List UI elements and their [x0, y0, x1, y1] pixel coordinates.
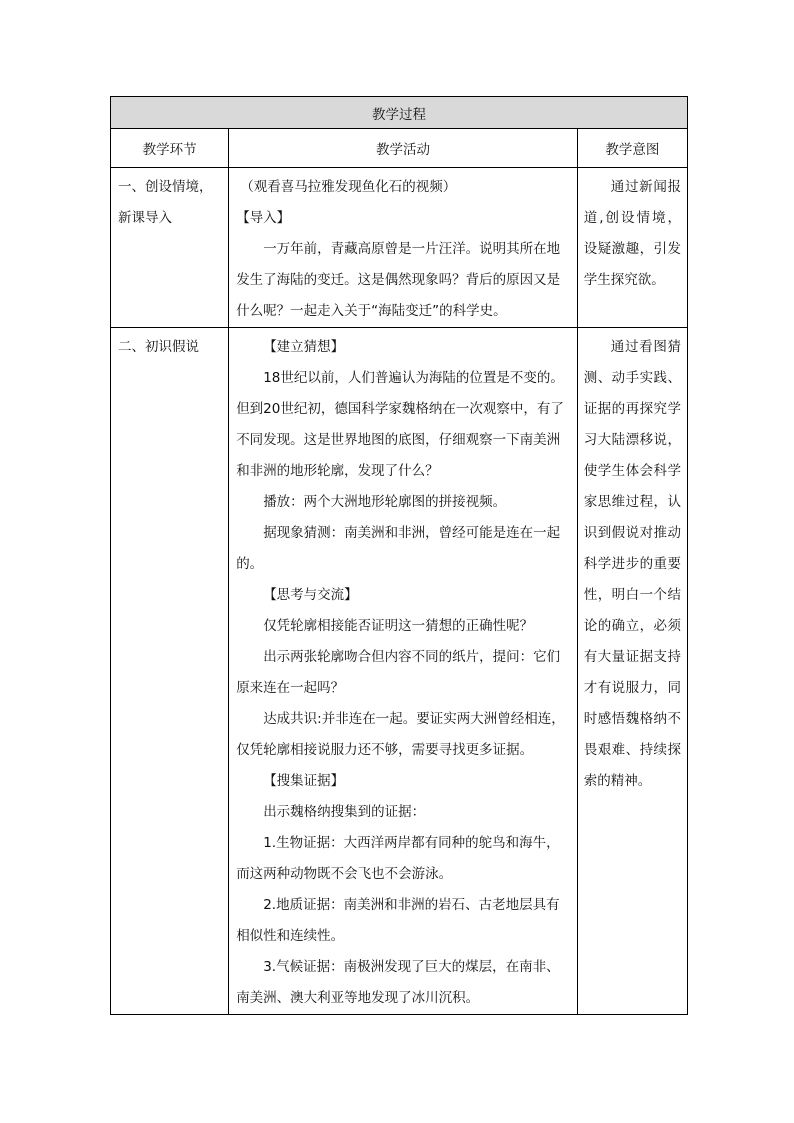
- intent-cell: [577, 168, 687, 328]
- intent-text: 通过看图猜测、动手实践、证据的再探究学习大陆漂移说，使学生体会科学家思维过程，认识到假说对推动科学进步的重要性，明白一个结论的确立，必须有大量证据支持才有说服力，同时感悟魏格纳不畏艰难、持续探索的精神。: [583, 339, 681, 789]
- header-stage: 教学环节: [111, 129, 229, 168]
- activity-heading: 【建立猜想】: [263, 339, 345, 355]
- intent-text: 通过新闻报道,创设情境，设疑激趣，引发学生探究欲。: [583, 179, 681, 288]
- activity-paragraph: 出示魏格纳搜集到的证据：: [263, 804, 426, 820]
- activity-cell: [229, 168, 578, 328]
- activity-paragraph: 仅凭轮廓相接能否证明这一猜想的正确性呢？: [263, 618, 534, 634]
- activity-paragraph: 据现象猜测：南美洲和非洲，曾经可能是连在一起的。: [236, 525, 561, 572]
- evidence-item: 1.生物证据：大西洋两岸都有同种的鸵鸟和海牛，而这两种动物既不会飞也不会游泳。: [236, 835, 560, 882]
- activity-heading: 【搜集证据】: [263, 773, 345, 789]
- stage-line: 一、创设情境，: [118, 179, 213, 195]
- activity-cell: [229, 328, 578, 1015]
- stage-cell: [111, 168, 229, 328]
- activity-paragraph: （观看喜马拉雅发现鱼化石的视频）: [240, 179, 457, 195]
- activity-paragraph: 播放：两个大洲地形轮廓图的拼接视频。: [263, 494, 507, 510]
- activity-paragraph: 出示两张轮廓吻合但内容不同的纸片，提问：它们原来连在一起吗？: [236, 649, 561, 696]
- activity-heading: 【导入】: [236, 210, 291, 226]
- activity-paragraph: 18世纪以前，人们普遍认为海陆的位置是不变的。但到20世纪初，德国科学家魏格纳在一次观察中，有了不同发现。这是世界地图的底图，仔细观察一下南美洲和非洲的地形轮廓，发现了什么？: [236, 370, 564, 479]
- table-title: 教学过程: [111, 97, 688, 129]
- evidence-item: 2.地质证据：南美洲和非洲的岩石、古老地层具有相似性和连续性。: [236, 897, 560, 944]
- stage-line: 新课导入: [118, 210, 172, 226]
- teaching-process-table: [110, 96, 688, 1015]
- activity-paragraph: 达成共识:并非连在一起。要证实两大洲曾经相连，仅凭轮廓相接说服力还不够，需要寻找更多证据。: [236, 711, 565, 758]
- table-row: [111, 328, 688, 1015]
- intent-cell: [577, 328, 687, 1015]
- table-row: [111, 168, 688, 328]
- header-activity: 教学活动: [229, 129, 578, 168]
- evidence-item: 3.气候证据：南极洲发现了巨大的煤层，在南非、南美洲、澳大利亚等地发现了冰川沉积。: [236, 959, 560, 1006]
- activity-paragraph: 一万年前，青藏高原曾是一片汪洋。说明其所在地发生了海陆的变迁。这是偶然现象吗？背后的原因又是什么呢？一起走入关于“海陆变迁”的科学史。: [236, 241, 561, 319]
- stage-line: 二、初识假说: [118, 339, 199, 355]
- stage-cell: [111, 328, 229, 1015]
- activity-heading: 【思考与交流】: [263, 587, 358, 603]
- header-intent: 教学意图: [577, 129, 687, 168]
